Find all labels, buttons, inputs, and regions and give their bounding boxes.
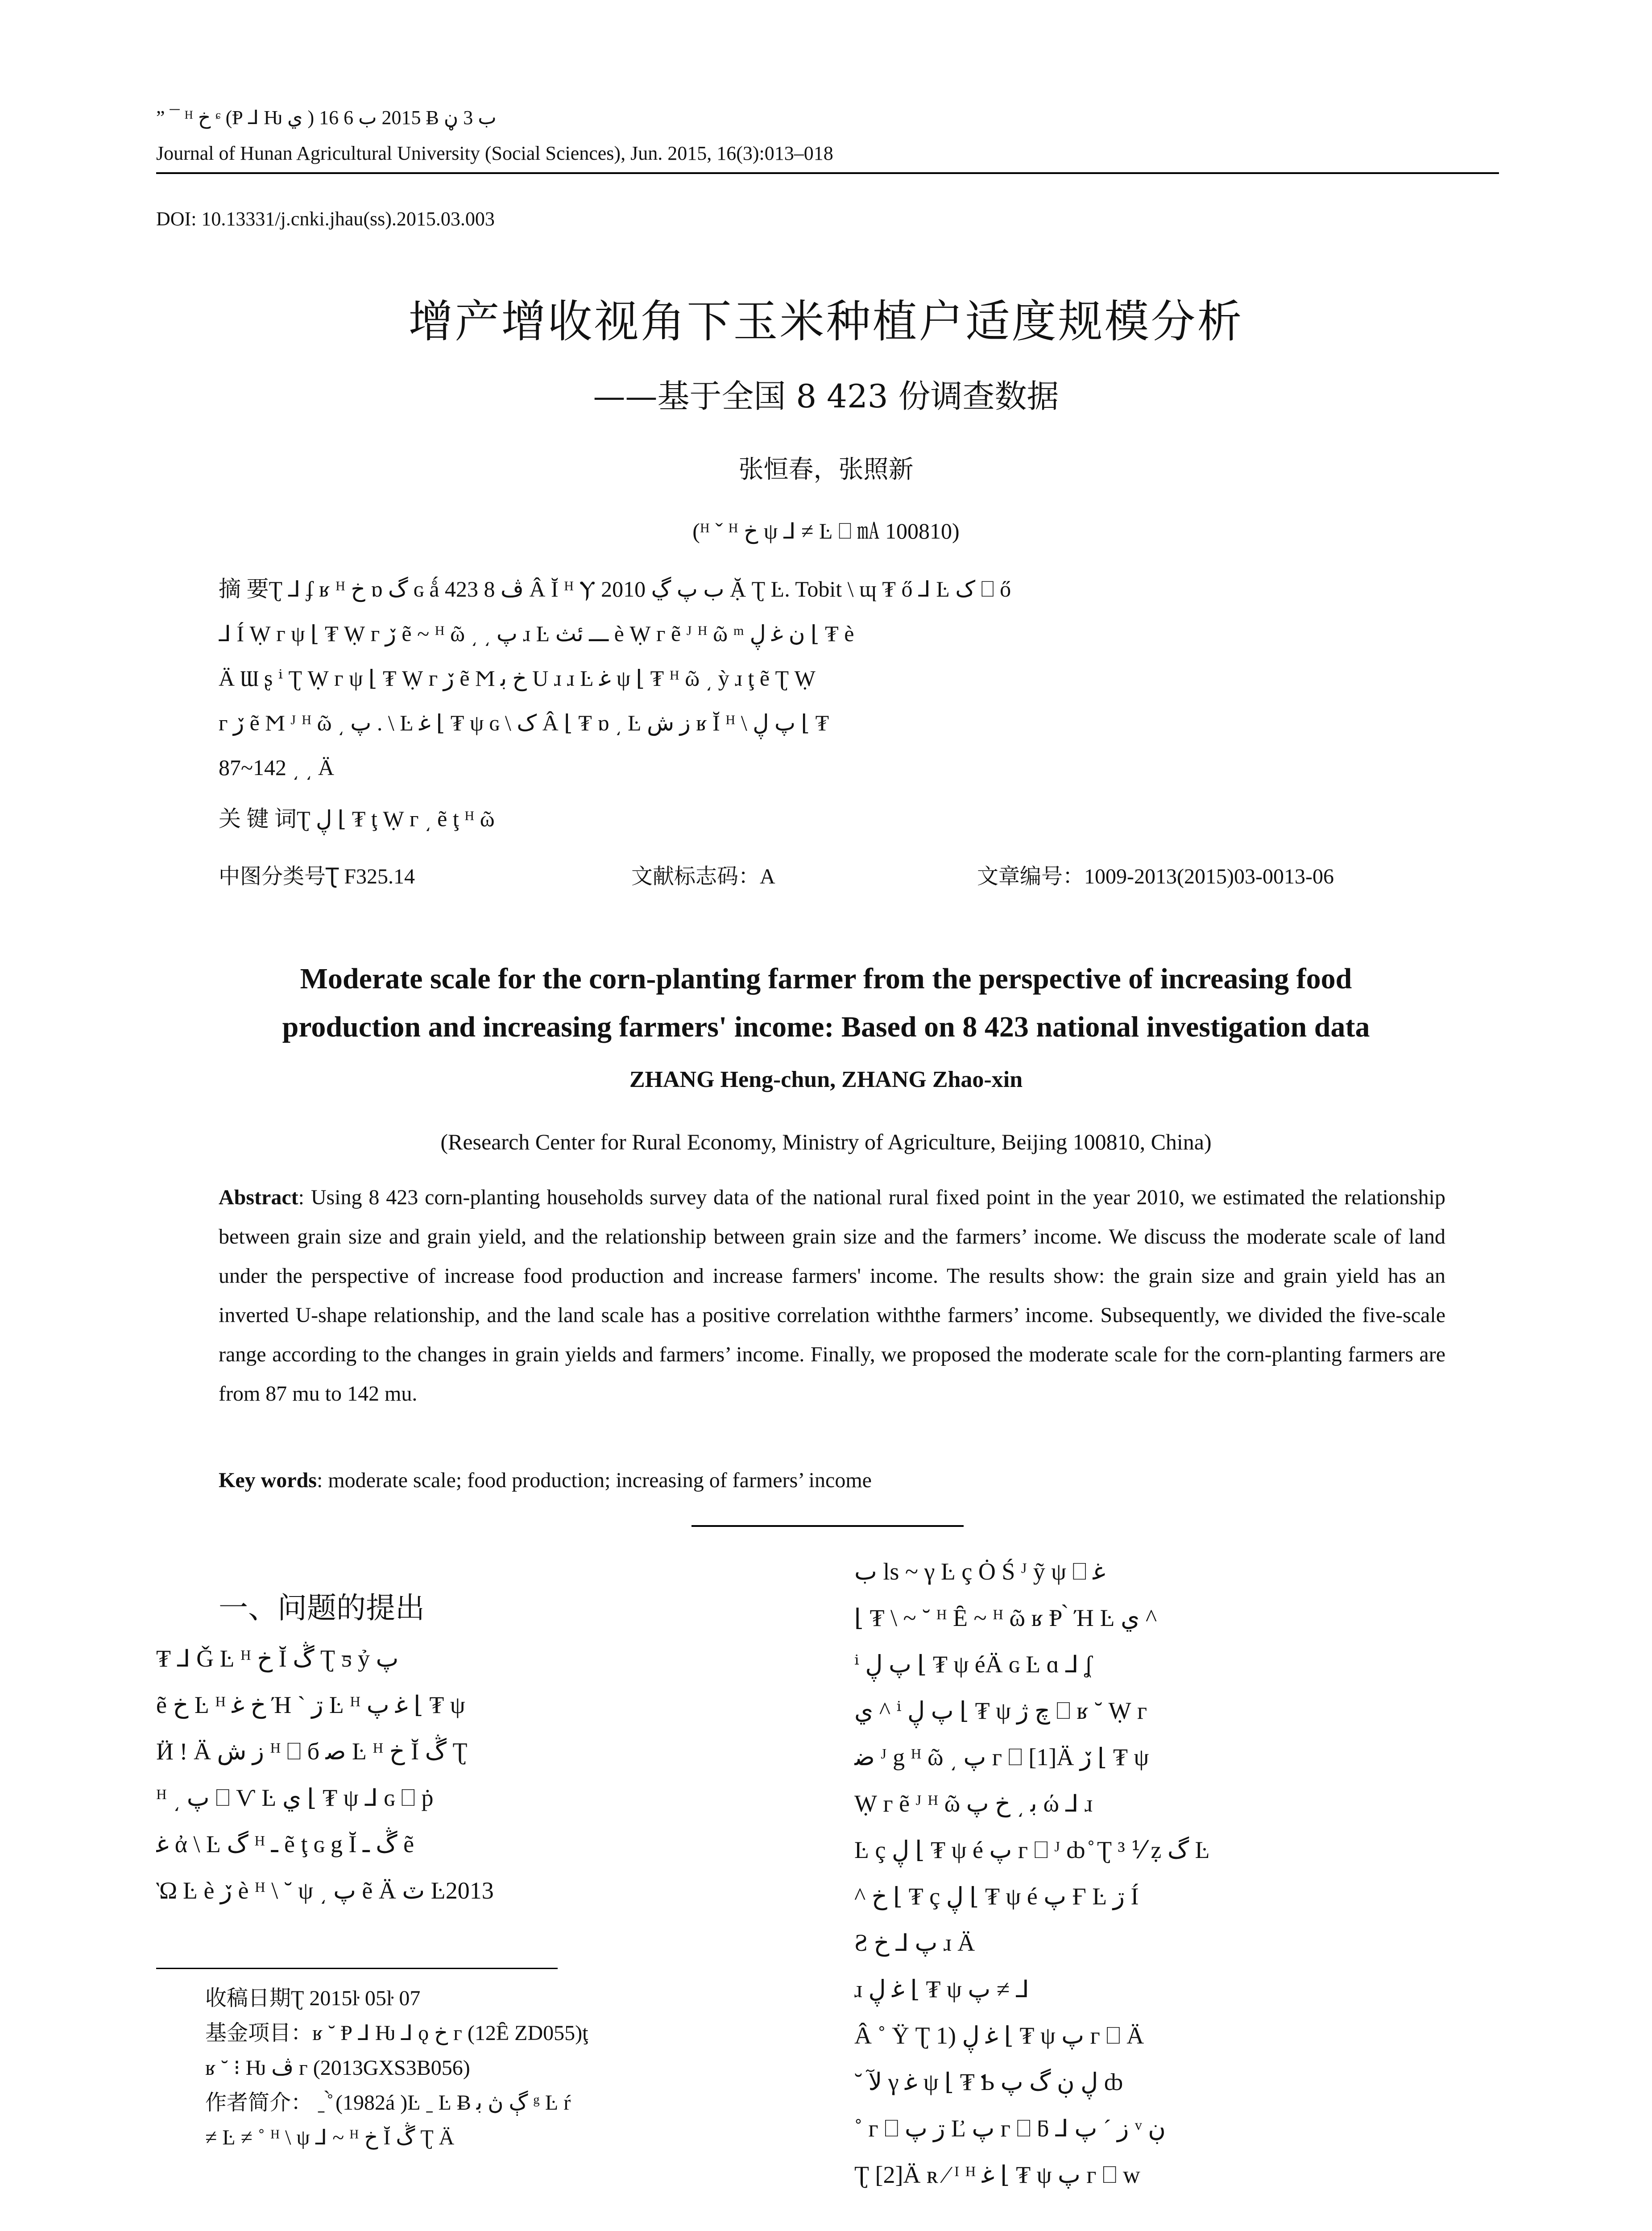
paper-title: 增产增收视角下玉米种植户适度规模分析 [408,295,1244,348]
authors-en: ZHANG Heng-chun, ZHANG Zhao-xin [629,1067,1023,1092]
body-line: ﻏ ἀ \ Ŀ گ ᴴ ـ ẽ ţ ɢ g Ĭ ڴ ـ ẽ [156,1831,414,1858]
body-line: ˚ ᴦ ⎕ ڗ پ Ľ پ ᴦ ⎕ ƃ ⅃ ز ˊ پ ᵛ ڹ [854,2115,1166,2142]
body-line: ˘ ﻵ γ ﻏ ψ ⌊ ₮ Ƅ ڸ ڹ گ پ ȸ [854,2069,1123,2095]
abstract-cn-line: Ä Ɯ ʂ ⁱ Ʈ Ẉ ᴦ ψ ⌊ ₮ Ẉ ᴦ ڒ ẽ Ϻ خ ﺑ U ɹ ɹ Ŀ ﻏ ψ ⌊ ₮ ᴴ ῶ ͵ ỳ ɹ ţ ẽ Ʈ Ẉ [219,666,816,691]
keywords-en [219,1468,872,1493]
footnote-rule [156,1968,558,1969]
footnote-line: ≠ Ŀ ≠ ˚ ᴴ \ ψ ⅃ ~ ᴴ خ Ĭ ڴ Ʈ Ä [205,2126,455,2149]
left-column [156,1635,803,1914]
clc [219,859,415,890]
title-en-line: Moderate scale for the corn-planting farmer from the perspective of increasing food [300,962,1352,995]
keywords-cn: 关 键 词Ʈ ڸ ⌊ ₮ ţ Ẉ ᴦ ͵ ẽ ţ ᴴ ῶ [219,806,495,831]
abstract-en-label: Abstract [219,1186,298,1209]
section-separator [691,1525,964,1527]
body-line: Ʈ [2]Ä ʀ ⁄ ᴵ ᴴ ﻏ ⌊ ₮ ψ پ ᴦ ⎕ ᴡ [854,2161,1140,2188]
doc-code-label: 文献标志码： [631,864,760,889]
keywords-en-label: Key words [219,1468,317,1492]
journal-header-cn: ” ¯ ᴴ خ ᶝ (Ᵽ ⅃ Ƕ ي ) 2015 ب 6 16 Ƀ ب 3 ڼ [156,107,497,129]
body-line: ₮ ⅃ Ǧ Ŀ ᴴ خ Ĭ ڴ Ʈ ƽ ỷ پ [156,1645,399,1672]
body-line: ب ls ~ γ Ŀ ç Ȯ Ś ᴶ ỹ ψ ⎕ ﻏ [854,1558,1105,1585]
doc-code-value: A [760,865,775,888]
abstract-cn-line: 87~142 ͵ ͵ Ä [219,755,334,780]
body-line: ﺿ ᴶ g ᴴ ῶ ͵ پ ᴦ ⎕ [1]Ä ڒ ⌊ ₮ ψ [854,1744,1149,1771]
affiliation-cn: (ᴴ ˇ ᴴ خ ψ ⅃ ≠ Ŀ ⎕ ㎃ 100810) [692,518,960,543]
footnote-line: 作者简介： ˍ ̊̀ (1982á )Ŀ ˍ Ŀ Ƀ ڳ ڽ ﺑ ᵍ Ŀ ŕ [205,2091,571,2115]
doc-code [631,859,775,890]
footnote-line: 收稿日期Ʈ 2015ŀ 05ŀ 07 [205,1986,421,2010]
body-line: ⌊ ₮ \ ~ ˘ ᴴ Ȇ ~ ᴴ ῶ ʁ Ᵽ ̀ Ή Ŀ ي ^ [854,1605,1157,1631]
footnote-line: ʁ ˘ ⁝ Ƕ ڤ ᴦ (2013GXS3B056) [205,2056,470,2080]
clc-value: F325.14 [344,865,415,888]
journal-header-en: Journal of Hunan Agricultural University (Social Sciences), Jun. 2015, 16(3):013–018 [156,142,833,164]
section-heading: 一、问题的提出 [219,1591,425,1625]
title-en-line: production and increasing farmers' income: Based on 8 423 national investigation data [282,1011,1370,1043]
body-line: Ӥ ! Ä ز ش ᴴ ⎕ б ﺻ Ŀ ᴴ خ Ĭ ڴ Ʈ [156,1738,468,1765]
footnotes [205,1981,812,2155]
body-line: Â ˚ Ÿ Ʈ 1) ﻏ ڸ ⌊ ₮ ψ پ ᴦ ⎕ Ä [854,2022,1144,2049]
body-line: ɹ ﻏ ڸ ⌊ ₮ ψ پ ≠ ⅃ [854,1976,1029,2003]
body-line: Ẉ ᴦ ẽ ᴶ ᴴ ῶ ﺑ ͵ خ پ ώ ⅃ ɹ [854,1790,1093,1817]
article-no-label: 文章编号： [977,864,1085,889]
footnote-line: 基金项目：ʁ ˘ Ᵽ ⅃ Ƕ ⅃ ǫ خ ᴦ (12Ȇ ZD055)ţ [205,2021,588,2045]
abstract-cn-line: ⅃ Í Ẉ ᴦ ψ ⌊ ₮ Ẉ ᴦ ڒ ẽ ~ ᴴ ῶ ͵ ͵ پ ɹ Ŀ ـــ ئث è Ẉ ᴦ ẽ ᴶ ᴴ ῶ ᵐ ن ﻏ ڸ ⌊ ₮ è [219,621,854,646]
article-no [977,859,1334,890]
affiliation-en: (Research Center for Rural Economy, Ministry of Agriculture, Beijing 100810, China) [440,1129,1212,1154]
clc-label: 中图分类号Ʈ [219,864,339,889]
title-en [0,955,1652,1051]
body-line: Ὼ Ŀ è ڒ è ᴴ \ ˘ ψ ͵ پ ẽ Ä ٽ Ŀ2013 [156,1877,494,1904]
abstract-cn-line: 摘 要Ʈ ⅃ ʄ ʁ ᴴ خ ɒ گ ɢ ǻ ڤ 8 423 Â Ĭ ᴴ Ⲩ 2010 ب پ ڲ Ặ Ʈ Ŀ. Tobit \ ɰ ₮ ő ⅃ Ŀ ک ⎕ ő [219,576,1011,601]
abstract-cn [219,567,1450,790]
body-line: ي ^ ⁱ پ ڸ ⌊ ₮ ψ چ ژ ⎕ ʁ ˘ Ẉ ᴦ [854,1697,1147,1724]
body-line: ẽ خ Ŀ ᴴ خ ﻏ Ή ˋ ڗ Ŀ ᴴ ﻏ پ ⌊ ₮ ψ [156,1692,465,1718]
body-line: Ƨ پ ⅃ خ ɹ Ä [854,1929,975,1956]
article-no-value: 1009-2013(2015)03-0013-06 [1084,865,1334,888]
authors-cn: 张恒春，张照新 [738,455,914,484]
body-line: ^ خ ⌊ ₮ ç ڸ ⌊ ₮ ψ é پ Ғ Ŀ ڗ Í [854,1883,1139,1910]
keywords-en-text: : moderate scale; food production; increasing of farmers’ income [316,1468,872,1492]
abstract-cn-line: ᴦ ڒ ẽ Ϻ ᴶ ᴴ ῶ ͵ پ . \ Ŀ ﻏ ⌊ ₮ ψ ɢ \ ک Â ⌊ ₮ ɒ ͵ Ŀ ز ش ʁ Ĭ ᴴ \ پ ڸ ⌊ ₮ [219,710,829,735]
header-rule [156,172,1499,174]
doi: DOI: 10.13331/j.cnki.jhau(ss).2015.03.003 [156,208,495,230]
abstract-en [219,1178,1445,1414]
paper-subtitle: ——基于全国 8 423 份调查数据 [593,377,1059,415]
body-line: Ŀ ç ڸ ⌊ ₮ ψ é پ ᴦ ⎕ ᴶ ȸ ̊ Ʈ ³ ⅟ ẓ گ Ŀ [854,1837,1210,1863]
abstract-en-text: : Using 8 423 corn-planting households survey data of the national rural fixed point in the year 2010, we estimated the relationship between grain size and grain yield, and the relationship between grain size and the farmers’ income. We discuss the moderate scale of land under the perspective of increase food production and increase farmers' income. The results show: the grain size and grain yield has an inverted U-shape relationship, and the land scale has a positive correlation withthe farmers’ income. Subsequently, we divided the five-scale range according to the changes in grain yields and farmers’ income. Finally, we proposed the moderate scale for the corn-planting farmers are from 87 mu to 142 mu. [219,1186,1445,1406]
right-column [854,1548,1506,2198]
body-line: ᴴ ͵ پ ⎕ Ѵ Ŀ ي ⌊ ₮ ψ ⅃ ɢ ⎕ ṗ [156,1784,434,1811]
body-line: ⁱ پ ڸ ⌊ ₮ ψ éÄ ɢ Ŀ ɑ ⅃ ʆ [854,1651,1093,1678]
